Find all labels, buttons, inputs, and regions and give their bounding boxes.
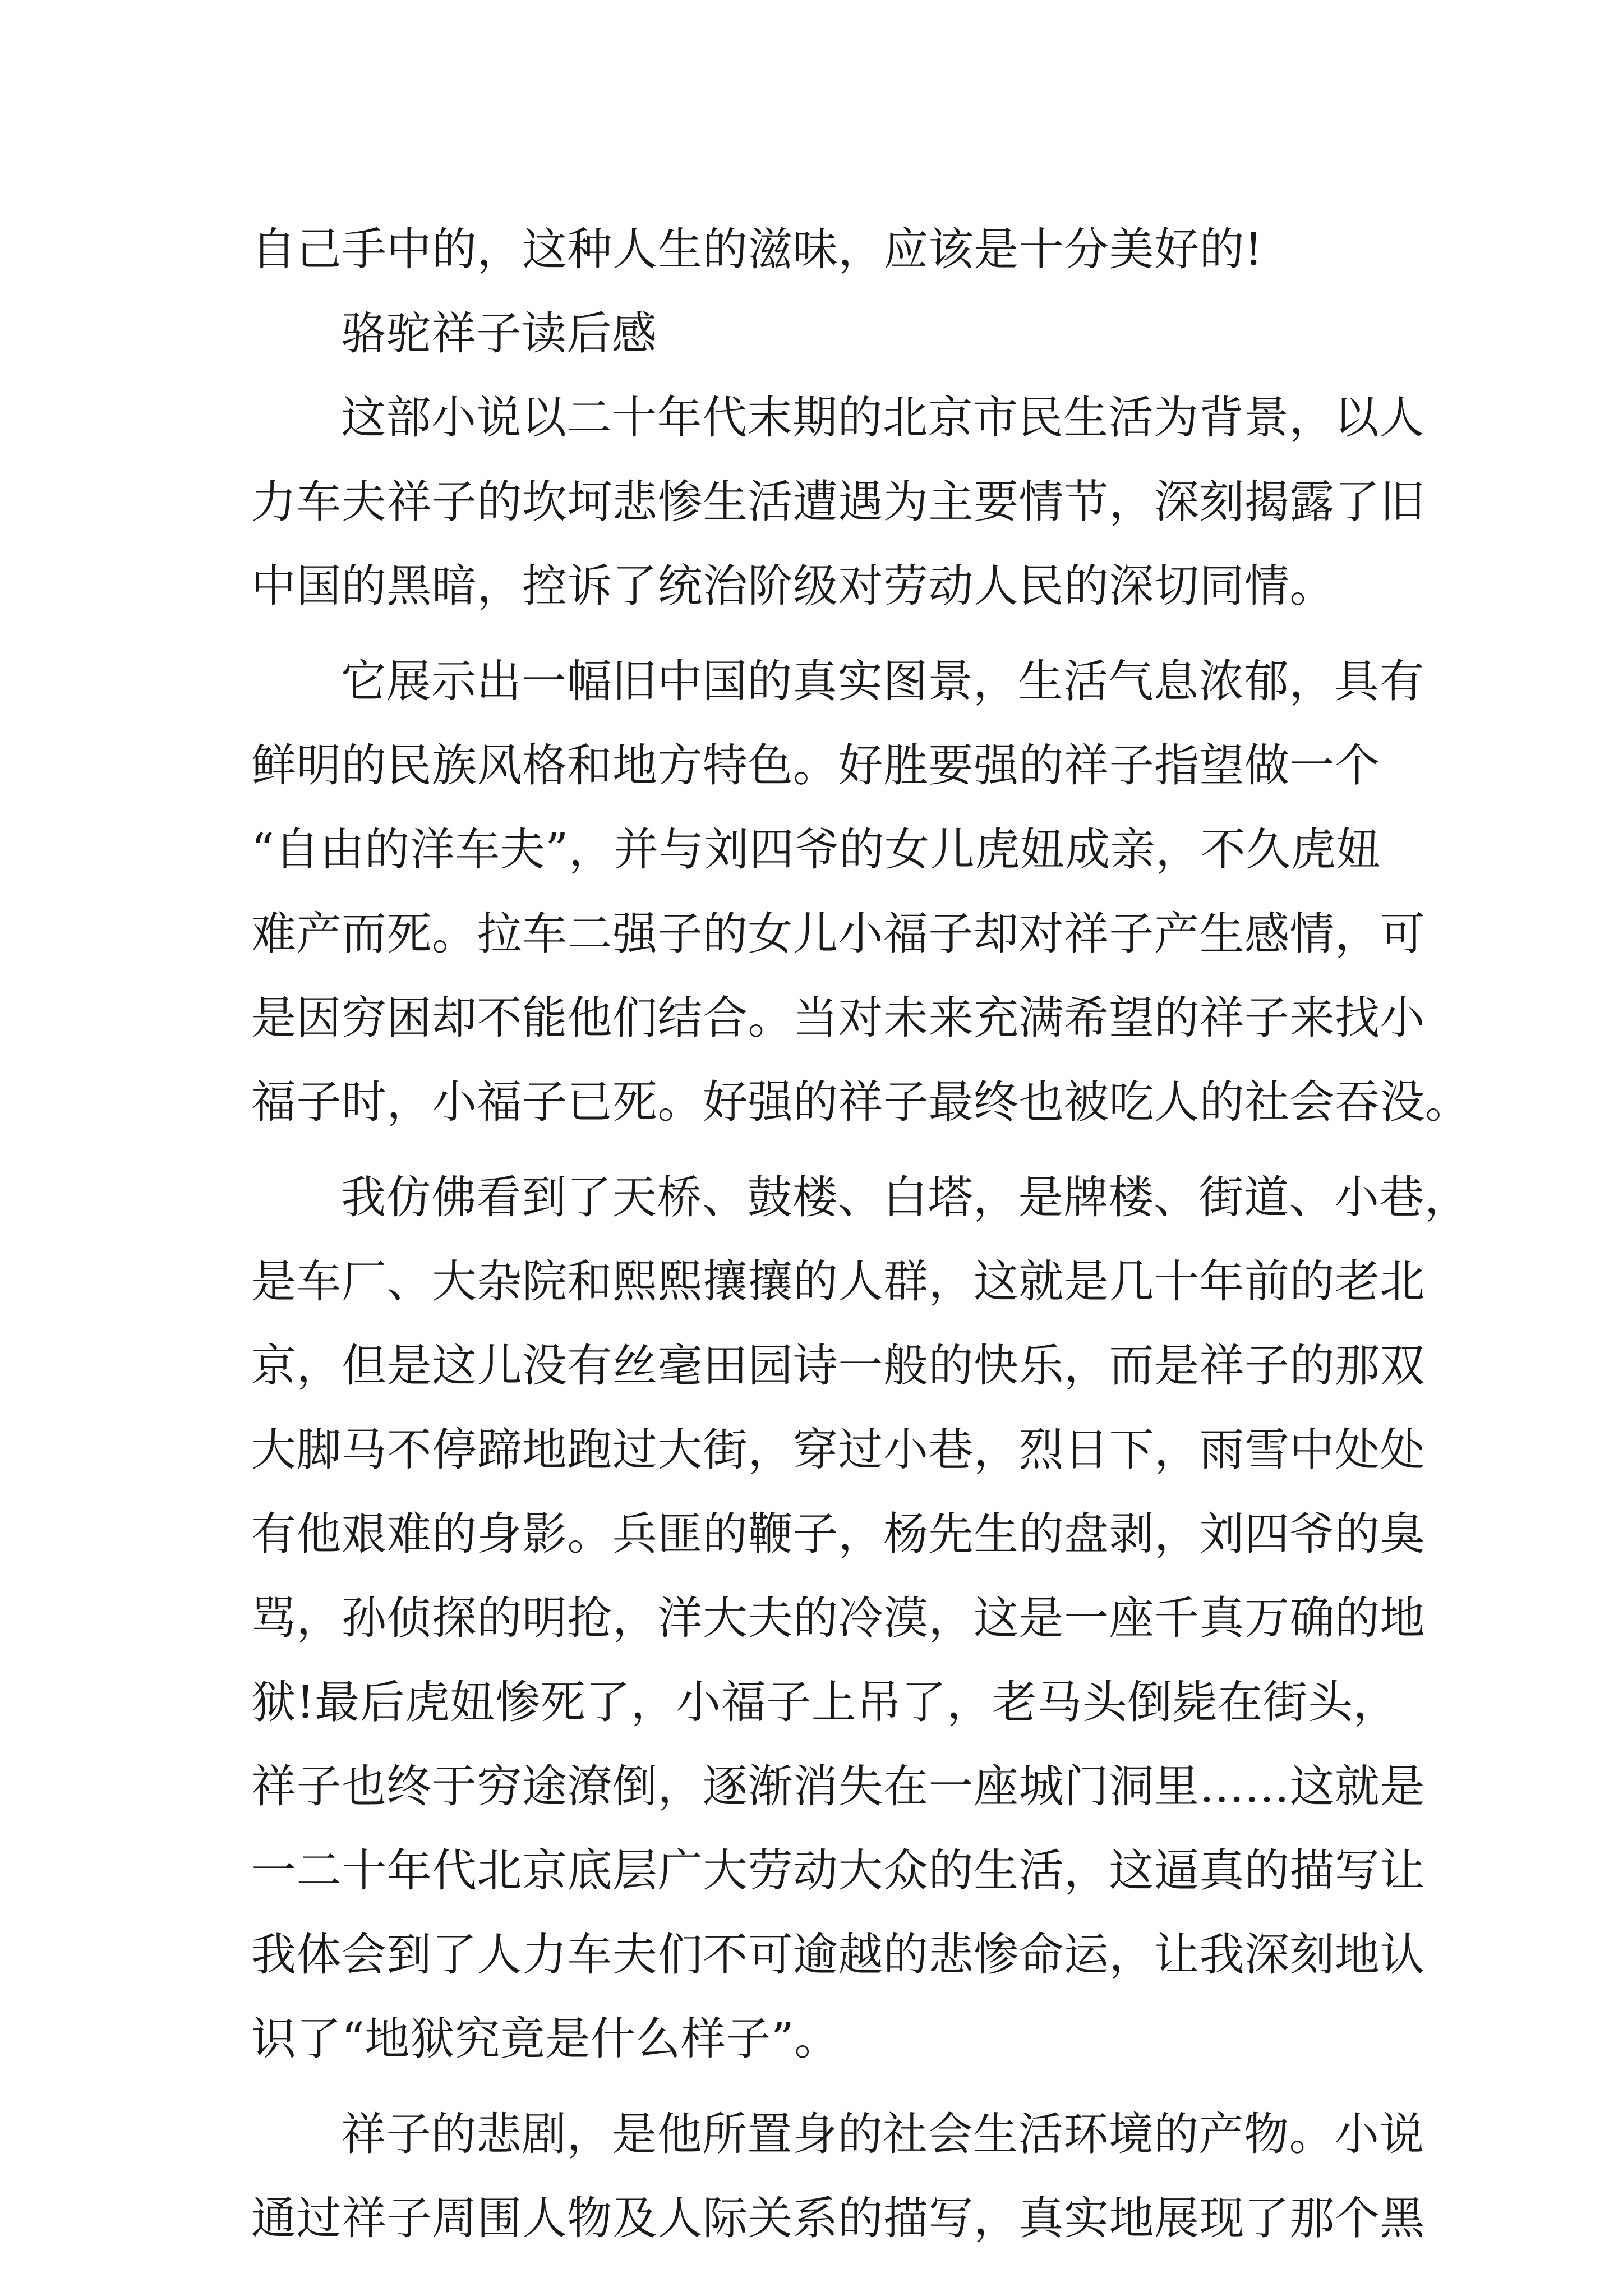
text-line: 力车夫祥子的坎坷悲惨生活遭遇为主要情节，深刻揭露了旧	[251, 476, 1425, 528]
text-line: 难产而死。拉车二强子的女儿小福子却对祥子产生感情，可	[251, 908, 1425, 960]
text-line: 鲜明的民族风格和地方特色。好胜要强的祥子指望做一个	[251, 739, 1380, 792]
text-line: “自由的洋车夫”，并与刘四爷的女儿虎妞成亲，不久虎妞	[251, 823, 1381, 876]
text-line: 狱!最后虎妞惨死了，小福子上吊了，老马头倒毙在街头，	[251, 1676, 1399, 1728]
paragraph-gap	[251, 628, 1384, 639]
text-line: 祥子的悲剧，是他所置身的社会生活环境的产物。小说	[341, 2108, 1424, 2160]
text-line: 一二十年代北京底层广大劳动大众的生活，这逼真的描写让	[251, 1844, 1425, 1897]
text-line: 是车厂、大杂院和熙熙攘攘的人群，这就是几十年前的老北	[251, 1255, 1425, 1308]
paragraph-gap	[251, 1144, 1384, 1156]
paragraph-gap	[251, 2081, 1384, 2092]
text-line: 我仿佛看到了天桥、鼓楼、白塔，是牌楼、街道、小巷，	[341, 1171, 1470, 1223]
document-body	[251, 208, 1470, 2261]
text-line: 中国的黑暗，控诉了统治阶级对劳动人民的深切同情。	[251, 560, 1335, 612]
text-line: 是因穷困却不能他们结合。当对未来充满希望的祥子来找小	[251, 992, 1425, 1044]
text-line: 它展示出一幅旧中国的真实图景，生活气息浓郁，具有	[341, 655, 1424, 707]
text-line: 祥子也终于穷途潦倒，逐渐消失在一座城门洞里……这就是	[251, 1760, 1425, 1812]
text-line: 我体会到了人力车夫们不可逾越的悲惨命运，让我深刻地认	[251, 1929, 1425, 1981]
text-line: 京，但是这儿没有丝毫田园诗一般的快乐，而是祥子的那双	[251, 1340, 1425, 1392]
text-line: 通过祥子周围人物及人际关系的描写，真实地展现了那个黑	[251, 2192, 1425, 2244]
text-line: 这部小说以二十年代末期的北京市民生活为背景，以人	[341, 392, 1424, 444]
text-line: 福子时，小福子已死。好强的祥子最终也被吃人的社会吞没。	[251, 1076, 1470, 1128]
text-line: 大脚马不停蹄地跑过大街，穿过小巷，烈日下，雨雪中处处	[251, 1424, 1425, 1476]
text-line: 自己手中的，这种人生的滋味，应该是十分美好的!	[251, 223, 1263, 275]
section-title: 骆驼祥子读后感	[341, 307, 657, 360]
text-line: 识了“地狱究竟是什么样子”。	[251, 2013, 840, 2065]
text-line: 有他艰难的身影。兵匪的鞭子，杨先生的盘剥，刘四爷的臭	[251, 1508, 1425, 1560]
text-line: 骂，孙侦探的明抢，洋大夫的冷漠，这是一座千真万确的地	[251, 1592, 1425, 1644]
